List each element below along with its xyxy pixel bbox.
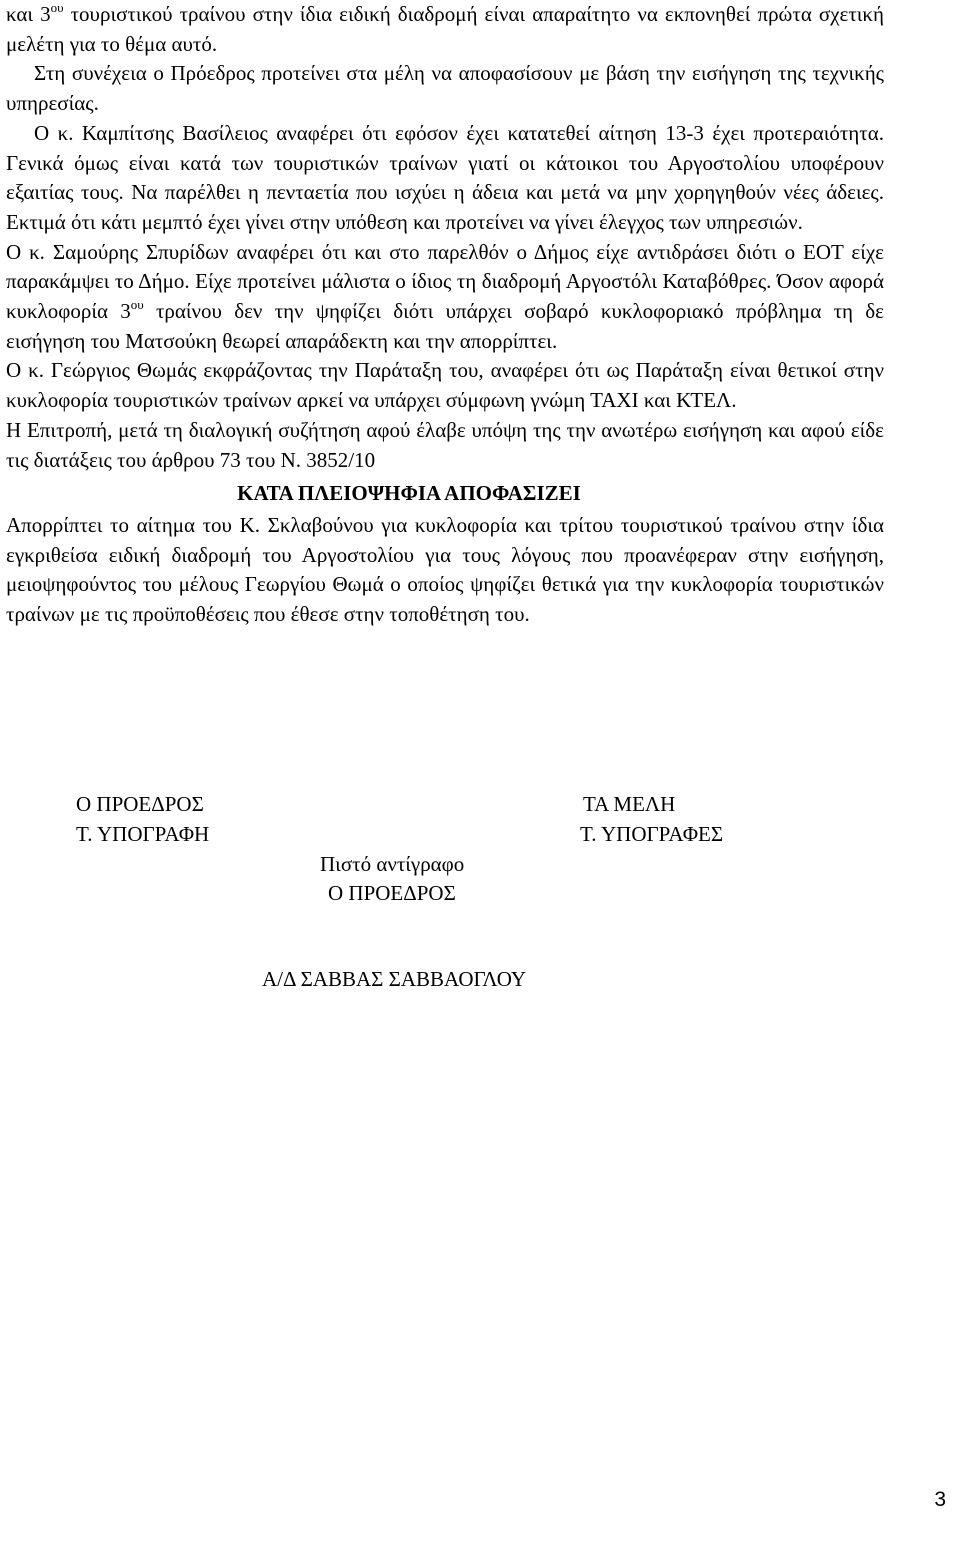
minutes-body <box>6 0 884 630</box>
paragraph-3: Ο κ. Καμπίτσης Βασίλειος αναφέρει ότι εφόσον έχει κατατεθεί αίτηση 13-3 έχει προτεραιότητα. Γενικά όμως είναι κατά των τουριστικών τραίνων γιατί οι κάτοικοι του Αργοστολίου υποφέρουν εξαιτίας τους. Να παρέλθει η πενταετία που ισχύει η άδεια και μετά να μην χορηγηθούν νέες άδειες. Εκτιμά ότι κάτι μεμπτό έχει γίνει στην υπόθεση και προτείνει να γίνει έλεγχος των υπηρεσιών. <box>6 120 884 234</box>
ordinal-superscript: ου <box>50 0 64 15</box>
paragraph-4 <box>6 238 884 357</box>
president-signature-note: Τ. ΥΠΟΓΡΑΦΗ <box>76 822 210 846</box>
true-copy-label: Πιστό αντίγραφο <box>320 852 465 876</box>
page-number: 3 <box>934 1488 946 1511</box>
members-signature-note: Τ. ΥΠΟΓΡΑΦΕΣ <box>580 822 724 846</box>
paragraph-4-rest: τραίνου δεν την ψηφίζει διότι υπάρχει σοβαρό κυκλοφοριακό πρόβλημα τη δε εισήγηση του Ματσούκη θεωρεί απαράδεκτη και την απορρίπτει. <box>6 299 884 353</box>
paragraph-6: Η Επιτροπή, μετά τη διαλογική συζήτηση αφού έλαβε υπόψη της την ανωτέρω εισήγηση και αφού είδε τις διατάξεις του άρθρου 73 του Ν. 3852/10 <box>6 417 884 472</box>
decision-heading: ΚΑΤΑ ΠΛΕΙΟΨΗΦΙΑ ΑΠΟΦΑΣΙΖΕΙ <box>237 481 581 506</box>
paragraph-5: Ο κ. Γεώργιος Θωμάς εκφράζοντας την Παράταξη του, αναφέρει ότι ως Παράταξη είναι θετικοί στην κυκλοφορία τουριστικών τραίνων αρκεί να υπάρχει σύμφωνη γνώμη ΤΑΧΙ και ΚΤΕΛ. <box>6 358 884 413</box>
document-page <box>6 0 884 630</box>
signatory-name: Α/Δ ΣΑΒΒΑΣ ΣΑΒΒΑΟΓΛΟΥ <box>262 967 527 991</box>
president-title: Ο ΠΡΟΕΔΡΟΣ <box>76 792 204 816</box>
paragraph-1-lead: και 3 <box>6 2 51 26</box>
paragraph-1 <box>6 0 884 59</box>
paragraph-2: Στη συνέχεια ο Πρόεδρος προτείνει στα μέλη να αποφασίσουν με βάση την εισήγηση της τεχνικής υπηρεσίας. <box>6 61 884 116</box>
paragraph-4-lead: Ο κ. Σαμούρης Σπυρίδων αναφέρει ότι και στο παρελθόν ο Δήμος είχε αντιδράσει διότι ο ΕΟΤ είχε παρακάμψει το Δήμο. Είχε προτείνει μάλιστα ο ίδιος τη διαδρομή Αργοστόλι Καταβόθρες. Όσον αφορά κυκλοφορία 3 <box>6 239 884 324</box>
ordinal-superscript: ου <box>130 297 144 313</box>
true-copy-president: Ο ΠΡΟΕΔΡΟΣ <box>328 881 456 905</box>
decision-paragraph: Απορρίπτει το αίτημα του Κ. Σκλαβούνου για κυκλοφορία και τρίτου τουριστικού τραίνου στην ίδια εγκριθείσα ειδική διαδρομή του Αργοστολίου για τους λόγους που προανέφεραν στην εισήγηση, μειοψηφούντος του μέλους Γεωργίου Θωμά ο οποίος ψηφίζει θετικά για την κυκλοφορία τουριστικών τραίνων με τις προϋποθέσεις που έθεσε στην τοποθέτηση του. <box>6 512 884 627</box>
members-title: ΤΑ ΜΕΛΗ <box>583 792 676 816</box>
paragraph-1-rest: τουριστικού τραίνου στην ίδια ειδική διαδρομή είναι απαραίτητο να εκπονηθεί πρώτα σχετική μελέτη για το θέμα αυτό. <box>6 2 884 56</box>
